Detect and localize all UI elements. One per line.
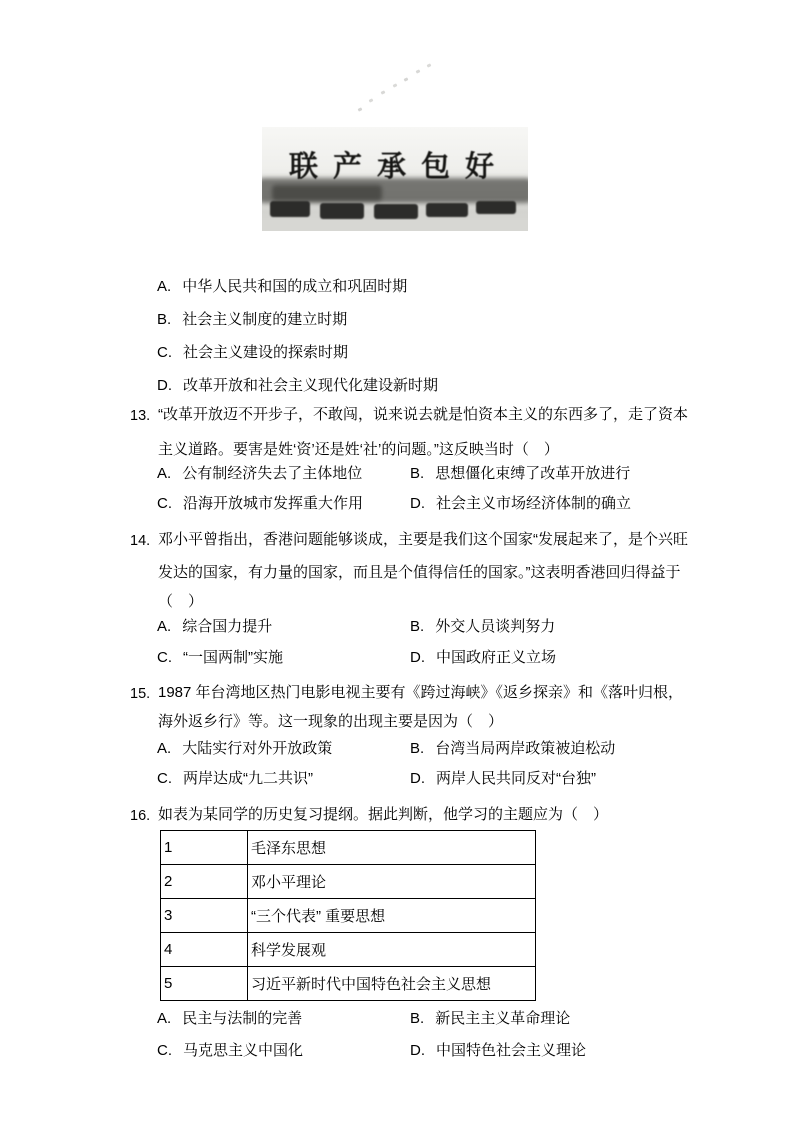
table-cell-number: 5: [161, 967, 248, 1001]
option-letter: C.: [157, 344, 172, 361]
parade-photo: [262, 127, 528, 231]
q15-number: 15.: [130, 686, 151, 702]
option-letter: B.: [157, 311, 172, 328]
q14-stem-line: 发达的国家，有力量的国家，而且是个值得信任的国家。”这表明香港回归得益于: [158, 564, 681, 581]
q16-option-b: [410, 1009, 570, 1029]
option-text: “一国两制”实施: [183, 649, 283, 666]
option-letter: B.: [410, 618, 425, 635]
q13-option-c: [157, 494, 363, 514]
q12-option-b: [157, 310, 347, 330]
option-letter: A.: [157, 278, 172, 295]
option-letter: B.: [410, 1010, 425, 1027]
table-row: [161, 967, 536, 1001]
photo-banner-characters: 联产承包好: [288, 151, 510, 183]
option-letter: C.: [157, 649, 172, 666]
table-cell-number: 4: [161, 933, 248, 967]
option-letter: D.: [410, 1042, 425, 1059]
option-text: 沿海开放城市发挥重大作用: [183, 495, 364, 512]
option-letter: B.: [410, 465, 425, 482]
table-row: [161, 933, 536, 967]
q16-option-a: [157, 1009, 302, 1029]
photo-road: [262, 220, 528, 231]
option-text: 中华人民共和国的成立和巩固时期: [182, 278, 408, 295]
option-text: 社会主义市场经济体制的确立: [436, 495, 632, 512]
q14-stem-line: 邓小平曾指出，香港问题能够谈成，主要是我们这个国家“发展起来了，是个兴旺: [158, 531, 688, 548]
option-text: 社会主义制度的建立时期: [182, 311, 348, 328]
table-cell-number: 1: [161, 831, 248, 865]
q14-stem-line: （ ）: [158, 593, 204, 610]
option-letter: D.: [410, 649, 425, 666]
option-text: 马克思主义中国化: [183, 1042, 304, 1059]
option-letter: D.: [410, 770, 425, 787]
option-text: 两岸人民共同反对“台独”: [436, 770, 596, 787]
q15-option-d: [410, 769, 596, 789]
table-cell-content: 毛泽东思想: [248, 831, 536, 865]
option-letter: C.: [157, 770, 172, 787]
table-cell-content: “三个代表” 重要思想: [248, 899, 536, 933]
q12-option-c: [157, 343, 348, 363]
option-text: 社会主义建设的探索时期: [183, 344, 349, 361]
q13-option-b: [410, 464, 630, 484]
option-text: 中国特色社会主义理论: [436, 1042, 587, 1059]
q13-stem-line: “改革开放迈不开步子，不敢闯，说来说去就是怕资本主义的东西多了，走了资本: [158, 406, 688, 423]
q14-option-a: [157, 617, 272, 637]
option-letter: D.: [157, 377, 172, 394]
table-row: [161, 865, 536, 899]
q14-number: 14.: [130, 533, 151, 549]
option-text: 改革开放和社会主义现代化建设新时期: [183, 377, 439, 394]
q14-option-d: [410, 648, 556, 668]
q15-option-b: [410, 739, 615, 759]
q15-stem-line: 1987 年台湾地区热门电影电视主要有《跨过海峡》《返乡探亲》和《落叶归根，: [158, 684, 684, 701]
option-text: 民主与法制的完善: [182, 1010, 303, 1027]
option-letter: D.: [410, 495, 425, 512]
table-row: [161, 899, 536, 933]
table-cell-number: 3: [161, 899, 248, 933]
option-text: 中国政府正义立场: [436, 649, 557, 666]
q15-option-a: [157, 739, 332, 759]
option-text: 大陆实行对外开放政策: [182, 740, 333, 757]
option-text: 台湾当局两岸政策被迫松动: [435, 740, 616, 757]
q16-number: 16.: [130, 808, 151, 824]
option-letter: A.: [157, 618, 172, 635]
option-text: 公有制经济失去了主体地位: [182, 465, 363, 482]
q16-stem-line: 如表为某同学的历史复习提纲。据此判断，他学习的主题应为（ ）: [158, 806, 609, 823]
q16-option-d: [410, 1041, 586, 1061]
table-row: [161, 831, 536, 865]
q13-option-d: [410, 494, 631, 514]
q16-review-outline-table: [160, 830, 536, 1001]
option-text: 外交人员谈判努力: [435, 618, 556, 635]
q15-option-c: [157, 769, 313, 789]
q15-stem-line: 海外返乡行》等。这一现象的出现主要是因为（ ）: [158, 713, 504, 730]
option-letter: A.: [157, 740, 172, 757]
q14-option-c: [157, 648, 283, 668]
option-letter: C.: [157, 1042, 172, 1059]
option-letter: C.: [157, 495, 172, 512]
table-cell-content: 习近平新时代中国特色社会主义思想: [248, 967, 536, 1001]
photo-crowd-band: [272, 185, 382, 201]
table-cell-content: 邓小平理论: [248, 865, 536, 899]
q13-option-a: [157, 464, 362, 484]
option-letter: A.: [157, 1010, 172, 1027]
option-text: 新民主主义革命理论: [435, 1010, 571, 1027]
option-text: 综合国力提升: [182, 618, 273, 635]
q12-option-a: [157, 277, 407, 297]
option-letter: A.: [157, 465, 172, 482]
option-text: 两岸达成“九二共识”: [183, 770, 313, 787]
table-cell-content: 科学发展观: [248, 933, 536, 967]
table-cell-number: 2: [161, 865, 248, 899]
option-text: 思想僵化束缚了改革开放进行: [435, 465, 631, 482]
q14-option-b: [410, 617, 555, 637]
q12-option-d: [157, 376, 438, 396]
option-letter: B.: [410, 740, 425, 757]
q16-option-c: [157, 1041, 303, 1061]
q13-number: 13.: [130, 408, 151, 424]
q13-stem-line: 主义道路。要害是姓‘资’还是姓‘社’的问题。”这反映当时（ ）: [158, 441, 559, 458]
